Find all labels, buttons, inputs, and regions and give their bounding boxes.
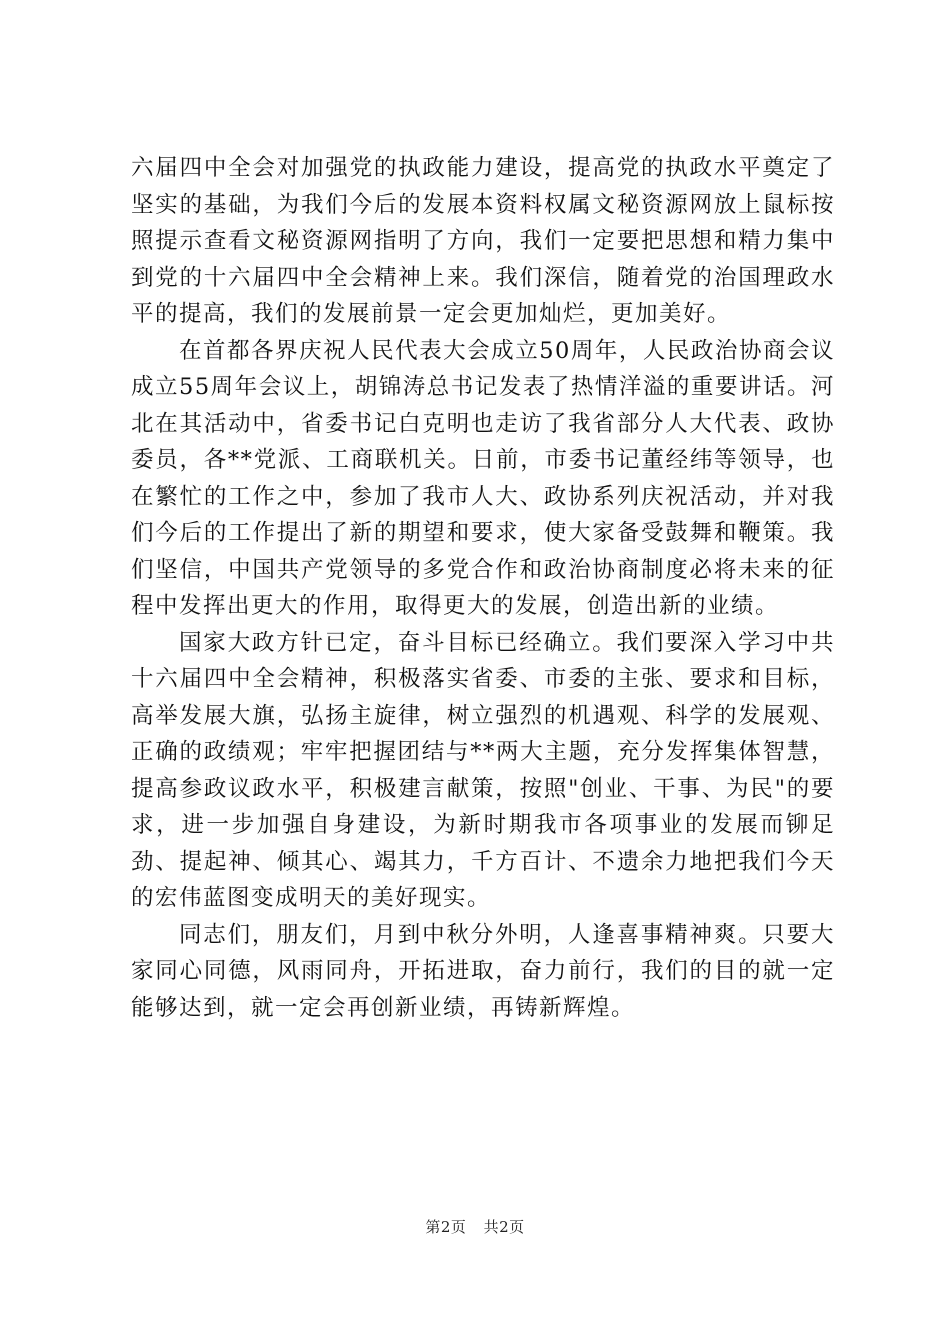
page-number: 第2页 — [425, 1218, 467, 1236]
paragraph-continuation: 六届四中全会对加强党的执政能力建设，提高党的执政水平奠定了坚实的基础，为我们今后的发展本资料权属文秘资源网放上鼠标按照提示查看文秘资源网指明了方向，我们一定要把思想和精力集中到党的十六届四中全会精神上来。我们深信，随着党的治国理政水平的提高，我们的发展前景一定会更加灿烂，更加美好。 — [131, 155, 835, 327]
paragraph: 国家大政方针已定，奋斗目标已经确立。我们要深入学习中共十六届四中全会精神，积极落实省委、市委的主张、要求和目标，高举发展大旗，弘扬主旋律，树立强烈的机遇观、科学的发展观、正确的政绩观；牢牢把握团结与**两大主题，充分发挥集体智慧，提高参政议政水平，积极建言献策，按照"创业、干事、为民"的要求，进一步加强自身建设，为新时期我市各项事业的发展而铆足劲、提起神、倾其心、竭其力，千方百计、不遗余力地把我们今天的宏伟蓝图变成明天的美好现实。 — [131, 629, 835, 911]
paragraph: 在首都各界庆祝人民代表大会成立50周年，人民政治协商会议成立55周年会议上，胡锦涛总书记发表了热情洋溢的重要讲话。河北在其活动中，省委书记白克明也走访了我省部分人大代表、政协委员，各**党派、工商联机关。日前，市委书记董经纬等领导，也在繁忙的工作之中，参加了我市人大、政协系列庆祝活动，并对我们今后的工作提出了新的期望和要求，使大家备受鼓舞和鞭策。我们坚信，中国共产党领导的多党合作和政治协商制度必将未来的征程中发挥出更大的作用，取得更大的发展，创造出新的业绩。 — [131, 337, 835, 619]
page-total: 共2页 — [483, 1218, 525, 1236]
paragraph: 同志们，朋友们，月到中秋分外明，人逢喜事精神爽。只要大家同心同德，风雨同舟，开拓进取，奋力前行，我们的目的就一定能够达到，就一定会再创新业绩，再铸新辉煌。 — [131, 921, 835, 1021]
page-footer — [0, 1216, 950, 1237]
document-body — [131, 150, 835, 1026]
